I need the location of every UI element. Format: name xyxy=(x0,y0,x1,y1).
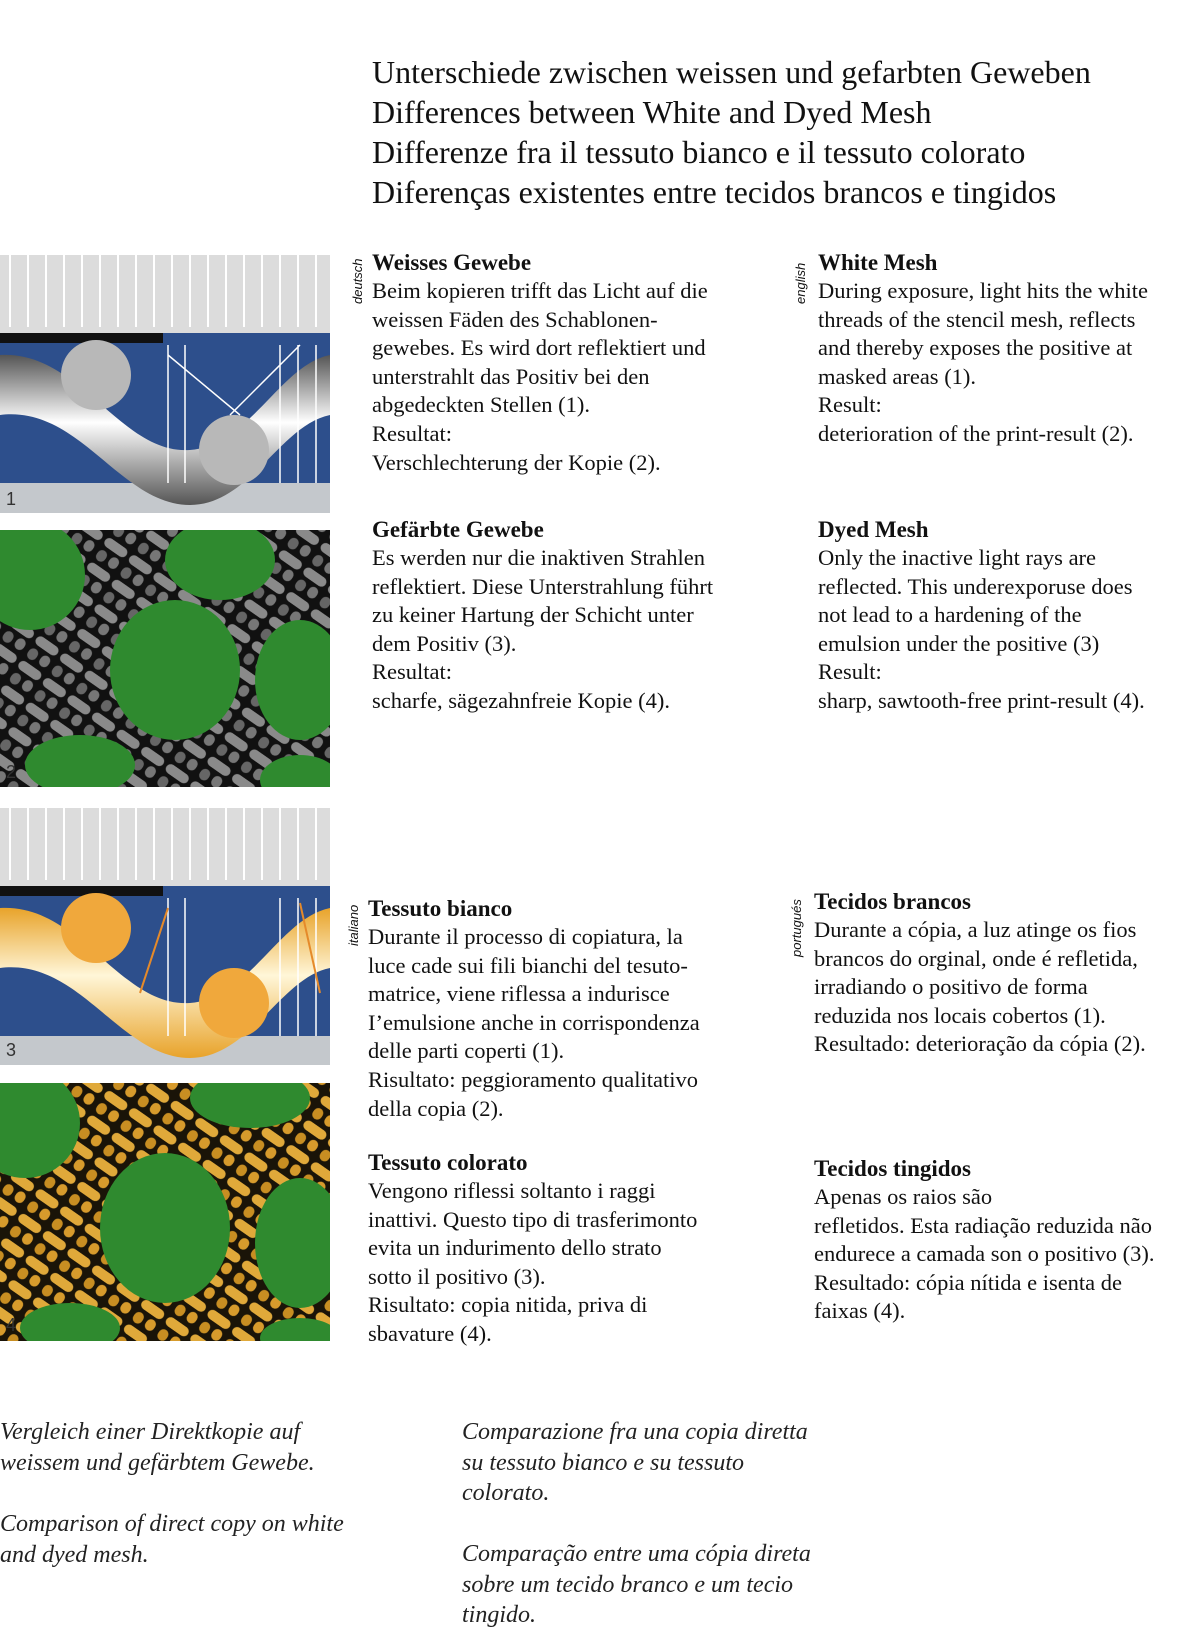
section-line: and thereby exposes the positive at xyxy=(818,335,1133,361)
section-heading: Tecidos brancos xyxy=(814,889,971,914)
page-title xyxy=(372,52,1091,212)
section-line: During exposure, light hits the white xyxy=(818,278,1148,303)
section-line: Risultato: copia nitida, priva di xyxy=(368,1292,648,1318)
section-pt-dyed-mesh xyxy=(814,1155,1155,1326)
section-line: reflected. This underexporuse does xyxy=(818,573,1133,599)
title-line-pt: Diferenças existentes entre tecidos brancos e tingidos xyxy=(372,174,1057,210)
title-line-it: Differenze fra il tessuto bianco e il tessuto colorato xyxy=(372,134,1026,170)
caption-line: Comparison of direct copy on white xyxy=(0,1511,344,1537)
section-line: della copia (2). xyxy=(368,1095,504,1121)
section-line: gewebes. Es wird dort reflektiert und xyxy=(372,335,706,361)
caption-de xyxy=(0,1417,315,1478)
section-de-white-mesh xyxy=(372,249,708,477)
title-line-de: Unterschiede zwischen weissen und gefarbten Geweben xyxy=(372,54,1091,90)
section-line: dem Positiv (3). xyxy=(372,630,517,656)
section-line: not lead to a hardening of the xyxy=(818,602,1082,628)
section-heading: White Mesh xyxy=(818,250,938,275)
section-line: endurece a camada son o positivo (3). xyxy=(814,1241,1155,1267)
caption-line: su tessuto bianco e su tessuto xyxy=(462,1449,744,1476)
section-line: masked areas (1). xyxy=(818,363,977,389)
caption-line: tingido. xyxy=(462,1602,537,1628)
section-line: refletidos. Esta radiação reduzida não xyxy=(814,1212,1152,1238)
section-heading: Gefärbte Gewebe xyxy=(372,517,544,542)
section-line: sotto il positivo (3). xyxy=(368,1263,546,1289)
section-line: sharp, sawtooth-free print-result (4). xyxy=(818,687,1145,713)
section-line: I’emulsione anche in corrispondenza xyxy=(368,1009,700,1035)
section-line: inattivi. Questo tipo di trasferimonto xyxy=(368,1206,698,1232)
section-it-white-mesh xyxy=(368,895,700,1123)
section-line: Resultado: cópia nítida e isenta de xyxy=(814,1269,1123,1295)
figure-1-white-mesh-diagram xyxy=(0,255,330,513)
section-line: Apenas os raios são xyxy=(814,1184,993,1209)
figure-3-dyed-mesh-diagram xyxy=(0,808,330,1065)
figure-number-4: 4 xyxy=(6,1315,17,1335)
caption-en xyxy=(0,1509,344,1570)
section-line: scharfe, sägezahnfreie Kopie (4). xyxy=(372,687,670,713)
section-line: faixas (4). xyxy=(814,1298,906,1324)
lang-label-portugues: portugués xyxy=(789,899,804,957)
section-line: Vengono riflessi soltanto i raggi xyxy=(368,1178,656,1203)
figure-number-3: 3 xyxy=(6,1040,17,1060)
caption-line: and dyed mesh. xyxy=(0,1541,149,1568)
figure-number-2: 2 xyxy=(6,762,17,782)
section-line: Risultato: peggioramento qualitativo xyxy=(368,1066,698,1092)
lang-label-english: english xyxy=(793,262,808,304)
caption-line: Vergleich einer Direktkopie auf xyxy=(0,1419,301,1445)
caption-pt xyxy=(462,1539,811,1631)
section-line: delle parti coperti (1). xyxy=(368,1038,565,1064)
section-line: unterstrahlt das Positiv bei den xyxy=(372,363,650,389)
section-it-dyed-mesh xyxy=(368,1149,697,1349)
lang-label-deutsch: deutsch xyxy=(350,258,365,304)
section-heading: Dyed Mesh xyxy=(818,517,929,542)
section-line: Resultat: xyxy=(372,659,452,685)
caption-line: weissem und gefärbtem Gewebe. xyxy=(0,1449,315,1476)
title-line-en: Differences between White and Dyed Mesh xyxy=(372,94,932,130)
section-heading: Tessuto bianco xyxy=(368,896,513,921)
section-line: Durante a cópia, a luz atinge os fios xyxy=(814,917,1137,942)
section-en-dyed-mesh xyxy=(818,516,1145,716)
section-line: Result: xyxy=(818,659,882,685)
section-line: reflektiert. Diese Unterstrahlung führt xyxy=(372,573,714,599)
section-heading: Tessuto colorato xyxy=(368,1150,528,1175)
section-de-dyed-mesh xyxy=(372,516,713,716)
section-line: evita un indurimento dello strato xyxy=(368,1235,662,1261)
caption-line: Comparação entre uma cópia direta xyxy=(462,1541,811,1567)
caption-it xyxy=(462,1417,808,1509)
section-line: zu keiner Hartung der Schicht unter xyxy=(372,602,694,628)
caption-line: sobre um tecido branco e um tecio xyxy=(462,1571,794,1598)
section-line: emulsion under the positive (3) xyxy=(818,630,1100,656)
figure-number-1: 1 xyxy=(6,489,17,509)
section-line: threads of the stencil mesh, reflects xyxy=(818,306,1136,332)
section-pt-white-mesh xyxy=(814,888,1146,1059)
section-line: Result: xyxy=(818,392,882,418)
section-line: Only the inactive light rays are xyxy=(818,545,1097,570)
section-line: Es werden nur die inaktiven Strahlen xyxy=(372,545,706,570)
section-en-white-mesh xyxy=(818,249,1148,449)
section-line: weissen Fäden des Schablonen- xyxy=(372,306,658,332)
section-line: luce cade sui fili bianchi del tesuto- xyxy=(368,952,688,978)
section-line: sbavature (4). xyxy=(368,1320,492,1346)
figure-4-dyed-mesh-photo xyxy=(0,1083,330,1341)
section-line: Resultado: deterioração da cópia (2). xyxy=(814,1031,1146,1057)
section-line: irradiando o positivo de forma xyxy=(814,974,1088,1000)
section-line: deterioration of the print-result (2). xyxy=(818,420,1134,446)
section-line: Resultat: xyxy=(372,420,452,446)
section-line: Durante il processo di copiatura, la xyxy=(368,924,683,949)
section-line: Beim kopieren trifft das Licht auf die xyxy=(372,278,708,303)
section-line: matrice, viene riflessa a indurisce xyxy=(368,981,670,1007)
lang-label-italiano: italiano xyxy=(346,904,361,946)
section-line: abgedeckten Stellen (1). xyxy=(372,392,591,418)
section-line: Verschlechterung der Kopie (2). xyxy=(372,449,661,475)
figure-2-white-mesh-photo xyxy=(0,530,330,787)
caption-line: Comparazione fra una copia diretta xyxy=(462,1419,808,1445)
section-heading: Tecidos tingidos xyxy=(814,1156,972,1181)
section-line: reduzida nos locais cobertos (1). xyxy=(814,1002,1106,1028)
section-line: brancos do orginal, onde é refletida, xyxy=(814,945,1138,971)
caption-line: colorato. xyxy=(462,1480,550,1506)
section-heading: Weisses Gewebe xyxy=(372,250,532,275)
